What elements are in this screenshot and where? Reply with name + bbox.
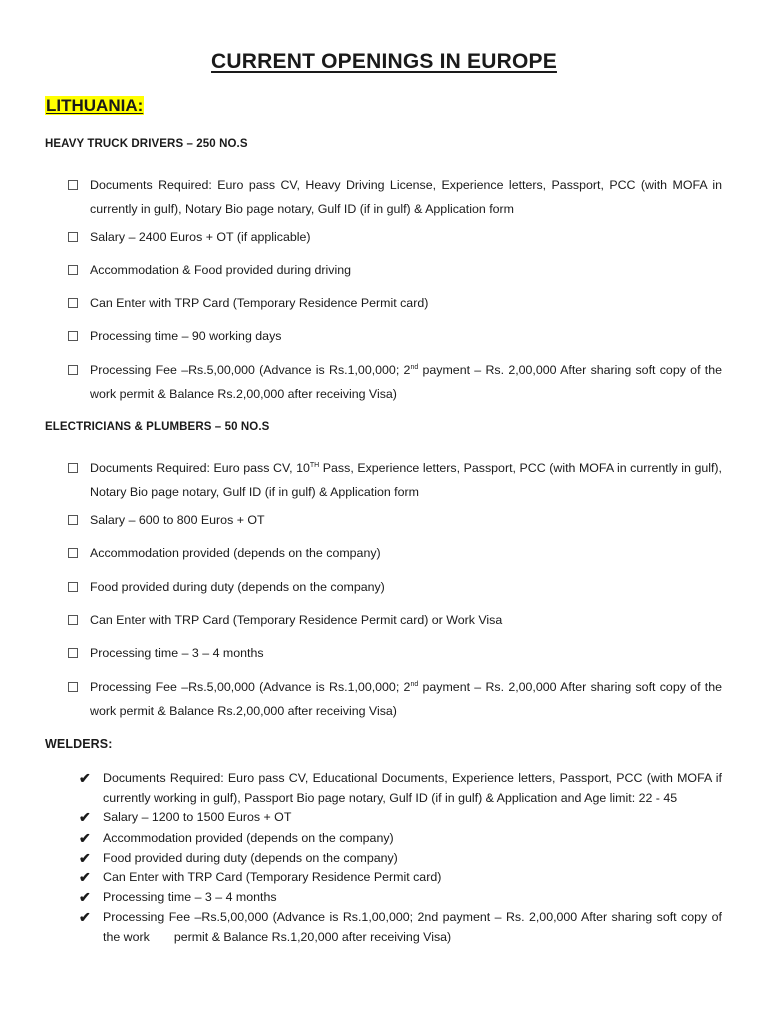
page-title: CURRENT OPENINGS IN EUROPE xyxy=(211,50,557,73)
fee-text-suffix: permit & Balance Rs.1,20,000 after receiving Visa) xyxy=(173,929,452,944)
list-item-processing-fee xyxy=(90,675,722,723)
square-bullet-icon xyxy=(68,515,78,525)
list-item-food: Food provided during duty (depends on the company) xyxy=(103,851,398,865)
list-item-documents: Documents Required: Euro pass CV, Educational Documents, Experience letters, Passport, PCC (with MOFA if currently working in gulf), Passport Bio page notary, Gulf ID (if in gulf) & Application and Age limit: 22 - 45 xyxy=(103,771,722,805)
list-item-processing-time: Processing time – 3 – 4 months xyxy=(90,646,264,660)
list-item-salary: Salary – 600 to 800 Euros + OT xyxy=(90,513,265,527)
country-heading xyxy=(45,96,144,116)
checkmark-icon: ✔ xyxy=(79,909,91,925)
docs-text-suffix: Pass, Experience letters, Passport, PCC (with MOFA in currently in gulf), Notary Bio page notary, Gulf ID (if in gulf) & Application form xyxy=(90,461,722,499)
list-item-processing-fee xyxy=(103,908,722,947)
square-bullet-icon xyxy=(68,265,78,275)
checkmark-icon: ✔ xyxy=(79,809,91,825)
square-bullet-icon xyxy=(68,682,78,692)
square-bullet-icon xyxy=(68,463,78,473)
fee-text-suffix: payment – Rs. 2,00,000 After sharing soft copy of the work permit & Balance Rs.2,00,000 after receiving Visa) xyxy=(90,363,723,401)
square-bullet-icon xyxy=(68,365,78,375)
list-item-accommodation: Accommodation provided (depends on the company) xyxy=(90,546,381,560)
list-item-processing-time: Processing time – 3 – 4 months xyxy=(103,890,277,904)
section-heading-truck: HEAVY TRUCK DRIVERS – 250 NO.S xyxy=(45,138,248,150)
list-item-food: Food provided during duty (depends on the company) xyxy=(90,580,385,594)
fee-ordinal-suffix: nd xyxy=(410,363,419,371)
checkmark-icon: ✔ xyxy=(79,830,91,846)
checkmark-icon: ✔ xyxy=(79,889,91,905)
square-bullet-icon xyxy=(68,232,78,242)
square-bullet-icon xyxy=(68,648,78,658)
square-bullet-icon xyxy=(68,548,78,558)
list-item-accommodation: Accommodation provided (depends on the company) xyxy=(103,831,394,845)
country-highlight: LITHUANIA: xyxy=(46,96,144,115)
square-bullet-icon xyxy=(68,615,78,625)
square-bullet-icon xyxy=(68,582,78,592)
list-item-entry: Can Enter with TRP Card (Temporary Residence Permit card) xyxy=(103,870,442,884)
fee-text-prefix: Processing Fee –Rs.5,00,000 (Advance is Rs.1,00,000; 2 xyxy=(90,363,411,377)
fee-ordinal-suffix: nd xyxy=(410,680,419,688)
list-item-documents: Documents Required: Euro pass CV, Heavy Driving License, Experience letters, Passport, PCC (with MOFA in currently in gulf), Notary Bio page notary, Gulf ID (if in gulf) & Application form xyxy=(90,178,722,216)
docs-text-prefix: Documents Required: Euro pass CV, 10 xyxy=(90,461,310,475)
fee-text-prefix: Processing Fee –Rs.5,00,000 (Advance is Rs.1,00,000; 2nd payment – Rs. 2,00,000 After sharing soft copy of the work xyxy=(103,910,722,944)
list-item-entry: Can Enter with TRP Card (Temporary Residence Permit card) or Work Visa xyxy=(90,613,503,627)
fee-text-prefix: Processing Fee –Rs.5,00,000 (Advance is Rs.1,00,000; 2 xyxy=(90,680,411,694)
docs-ordinal-suffix: TH xyxy=(309,461,320,469)
square-bullet-icon xyxy=(68,331,78,341)
square-bullet-icon xyxy=(68,298,78,308)
square-bullet-icon xyxy=(68,180,78,190)
checkmark-icon: ✔ xyxy=(79,850,91,866)
section-heading-welders: WELDERS: xyxy=(45,737,113,751)
fee-text-suffix: payment – Rs. 2,00,000 After sharing soft copy of the work permit & Balance Rs.2,00,000 after receiving Visa) xyxy=(90,680,723,718)
checkmark-icon: ✔ xyxy=(79,770,91,786)
list-item-accommodation: Accommodation & Food provided during driving xyxy=(90,263,352,277)
list-item-processing-time: Processing time – 90 working days xyxy=(90,329,282,343)
list-item-documents xyxy=(90,456,722,504)
list-item-processing-fee xyxy=(90,358,722,406)
section-heading-electricians: ELECTRICIANS & PLUMBERS – 50 NO.S xyxy=(45,421,270,433)
list-item-entry: Can Enter with TRP Card (Temporary Residence Permit card) xyxy=(90,296,429,310)
list-item-salary: Salary – 2400 Euros + OT (if applicable) xyxy=(90,230,311,244)
list-item-salary: Salary – 1200 to 1500 Euros + OT xyxy=(103,810,292,824)
checkmark-icon: ✔ xyxy=(79,869,91,885)
